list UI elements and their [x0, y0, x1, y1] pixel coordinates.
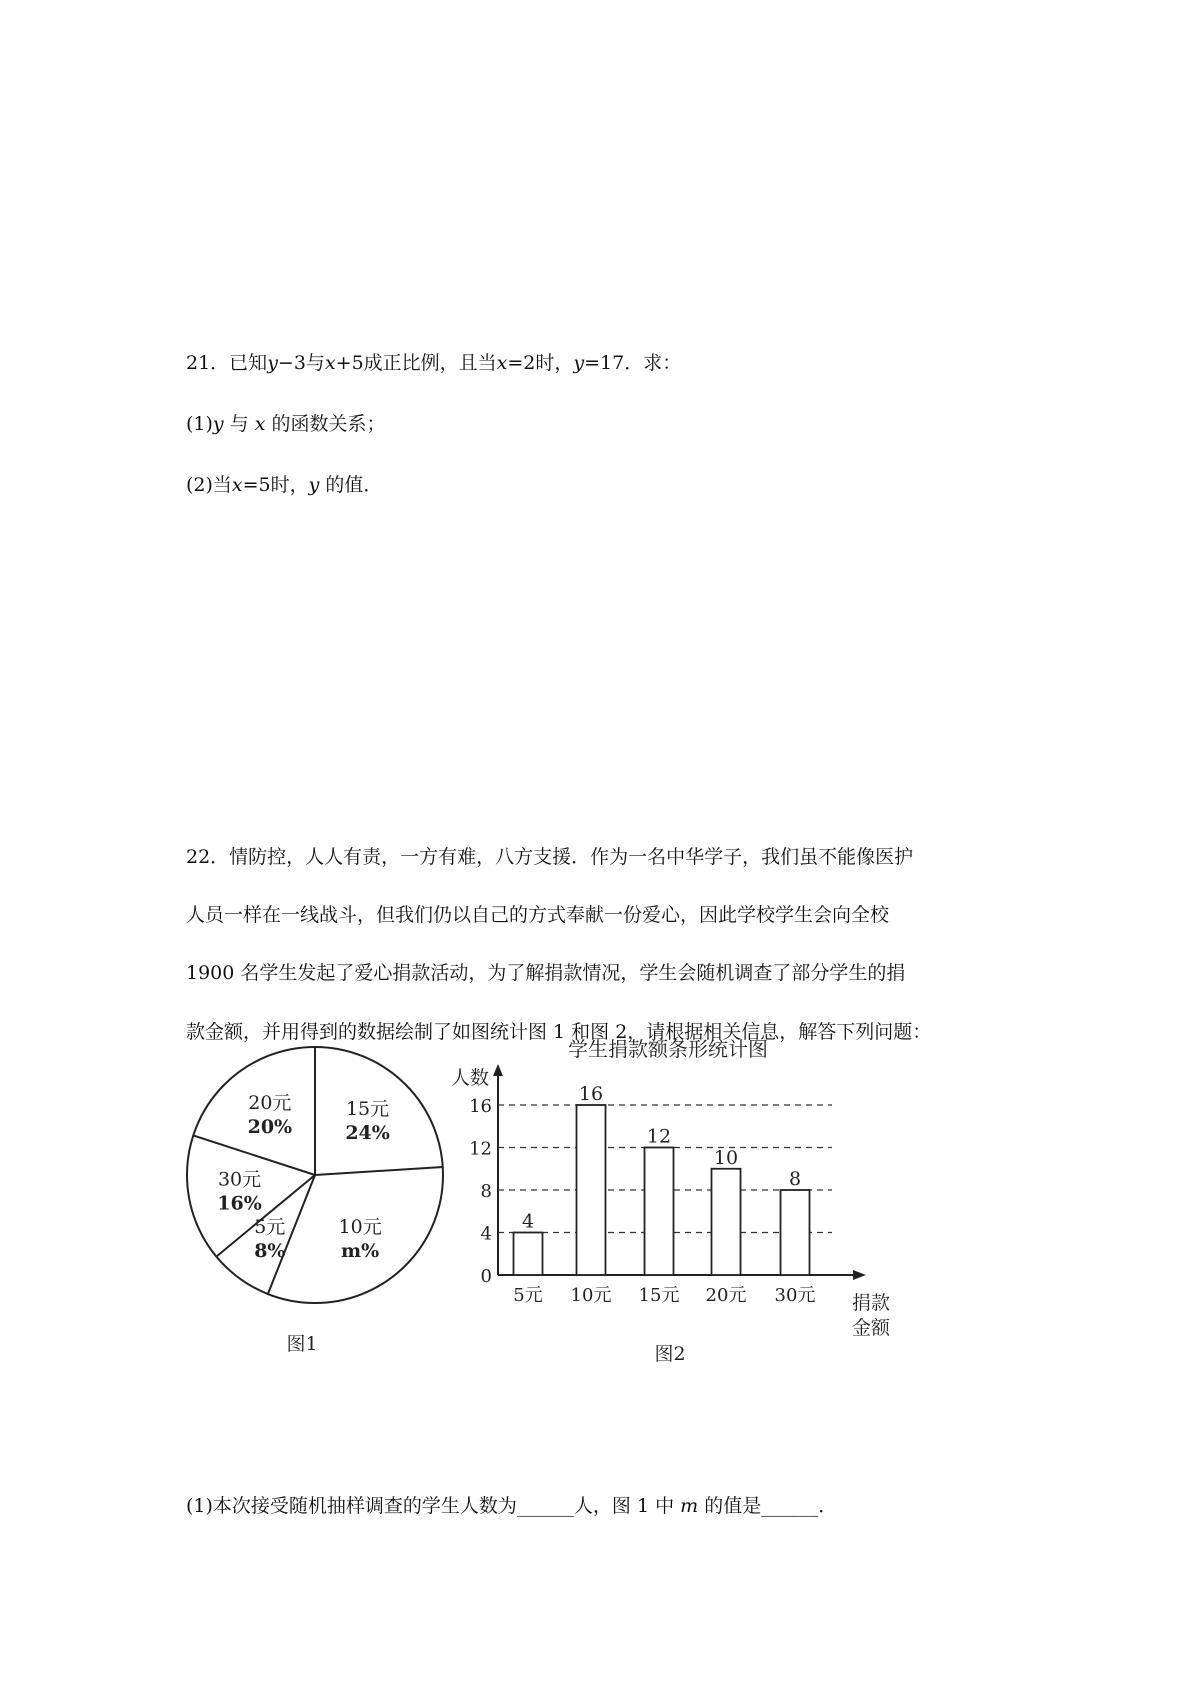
pie-slice-label: 5元 [254, 1216, 286, 1239]
y-axis-label: 人数 [450, 1067, 490, 1089]
q22-line-4: 款金额，并用得到的数据绘制了如图统计图 1 和图 2，请根据相关信息，解答下列问题： [186, 1021, 932, 1043]
pie-slice-value: 20% [247, 1115, 293, 1138]
bar [712, 1169, 741, 1275]
var: x [324, 352, 336, 374]
bar-chart-title: 学生捐款额条形统计图 [568, 1037, 768, 1061]
text: (1) [186, 413, 213, 435]
text: (2)当 [186, 474, 232, 496]
q22-line-3: 1900 名学生发起了爱心捐款活动，为了解捐款情况，学生会随机调查了部分学生的捐 [186, 962, 906, 984]
q22-line-1: 22．情防控，人人有责，一方有难，八方支援．作为一名中华学子，我们虽不能像医护 [186, 846, 914, 868]
bar-chart [451, 1037, 891, 1365]
y-tick-label: 0 [480, 1266, 492, 1287]
bar [781, 1190, 810, 1275]
text: +5成正比例，且当 [335, 352, 497, 374]
text: 的值． [319, 474, 383, 496]
bar [645, 1148, 674, 1276]
y-tick-label: 8 [480, 1181, 492, 1202]
pie-slice-value: 8% [254, 1240, 286, 1263]
text: 与 [223, 413, 255, 435]
q21-number: 21．已知 [186, 352, 268, 374]
bar-data-label: 16 [578, 1083, 604, 1105]
var-m: m [680, 1495, 699, 1517]
y-tick-label: 4 [480, 1223, 492, 1245]
q22-figures [0, 1030, 1191, 1450]
var: y [267, 352, 278, 374]
pie-slice-label: 20元 [248, 1091, 292, 1114]
bar [577, 1105, 606, 1275]
x-tick-label: 10元 [570, 1285, 612, 1306]
x-axis-label: 捐款 [851, 1292, 891, 1314]
x-tick-label: 5元 [513, 1285, 543, 1306]
bar-data-label: 12 [646, 1125, 672, 1148]
y-tick-label: 12 [469, 1138, 492, 1160]
var: y [573, 352, 585, 374]
y-axis-arrow [493, 1064, 503, 1076]
text: 的函数关系； [265, 413, 386, 435]
bar-data-label: 8 [788, 1168, 802, 1190]
bar-data-label: 4 [521, 1210, 535, 1233]
bar-data-label: 10 [713, 1146, 739, 1169]
pie-slice-value: m% [341, 1240, 380, 1263]
var: x [496, 352, 508, 374]
q22-line-2: 人员一样在一线战斗，但我们仍以自己的方式奉献一份爱心，因此学校学生会向全校 [186, 904, 890, 926]
q21-part2 [186, 473, 382, 497]
x-tick-label: 15元 [638, 1285, 680, 1306]
text: =2时， [507, 352, 574, 374]
y-tick-label: 16 [469, 1096, 492, 1117]
pie-slice-label: 15元 [345, 1098, 390, 1121]
pie-slice-value: 16% [217, 1192, 262, 1215]
pie-caption: 图1 [286, 1333, 318, 1355]
q21-stem [186, 351, 681, 375]
pie-chart [187, 1047, 443, 1355]
var: x [231, 474, 243, 496]
pie-slice-label: 30元 [217, 1168, 262, 1191]
pie-slice-value: 24% [345, 1122, 390, 1145]
bar [514, 1233, 543, 1276]
text: 的值是______． [698, 1495, 838, 1517]
x-tick-label: 20元 [705, 1285, 747, 1306]
pie-slice-label: 10元 [338, 1216, 382, 1239]
text: (1)本次接受随机抽样调查的学生人数为______人，图 1 中 [186, 1495, 681, 1517]
bar-caption: 图2 [654, 1343, 686, 1365]
var: y [308, 474, 320, 496]
x-axis-arrow [853, 1270, 866, 1280]
q22-question-1 [186, 1494, 837, 1518]
text: =17．求： [584, 352, 682, 374]
x-axis-label: 金额 [851, 1317, 891, 1339]
q21-part1 [186, 412, 386, 436]
var: x [254, 413, 266, 435]
x-tick-label: 30元 [774, 1285, 816, 1306]
var: y [212, 413, 224, 435]
text: =5时， [242, 474, 309, 496]
text: −3与 [277, 352, 325, 374]
